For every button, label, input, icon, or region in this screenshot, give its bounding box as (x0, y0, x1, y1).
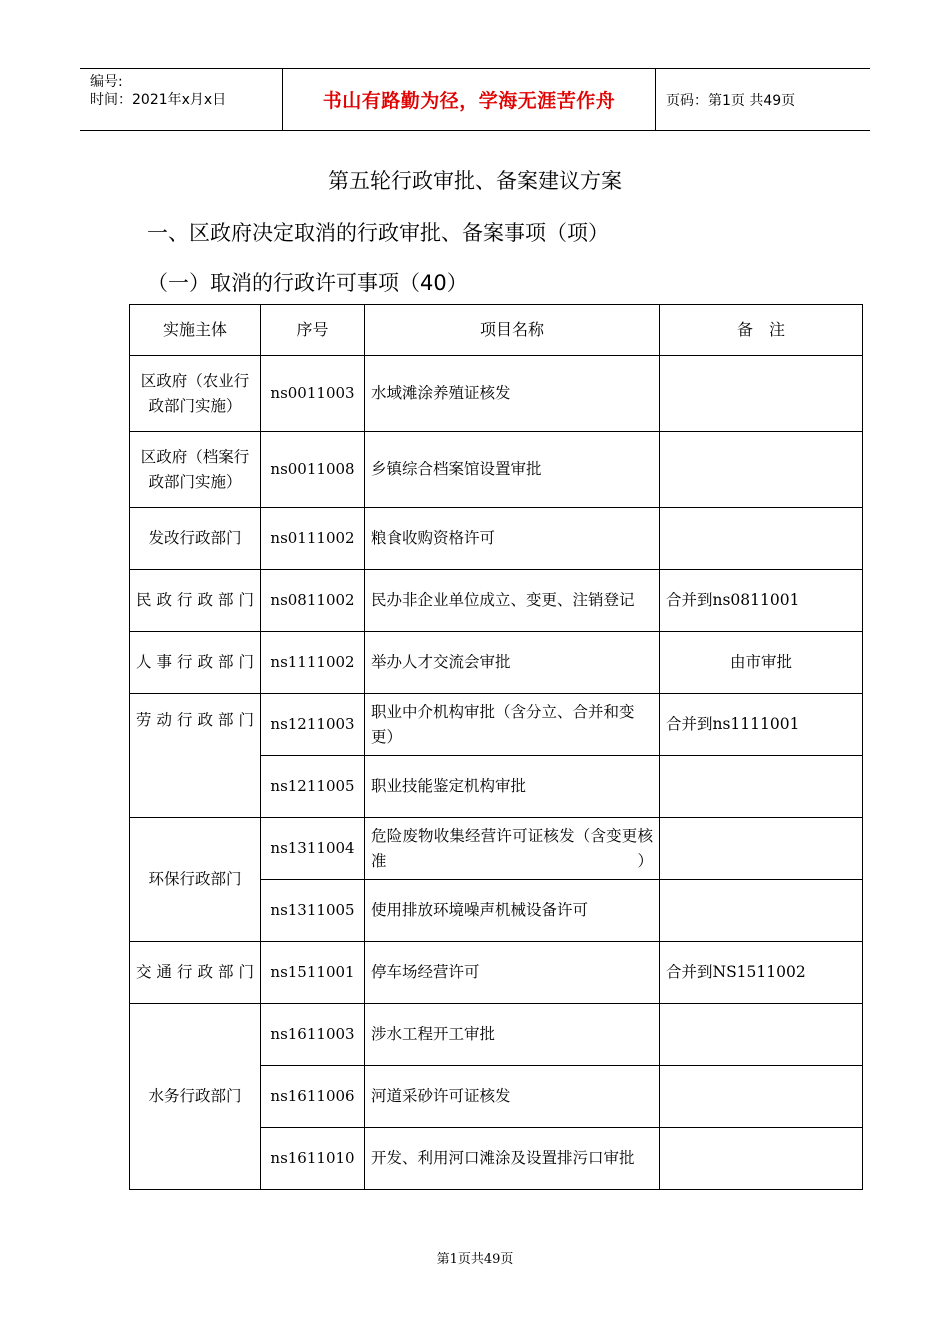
cell-name: 停车场经营许可 (365, 942, 660, 1004)
cell-number: ns1311005 (261, 880, 365, 942)
cell-subject: 环保行政部门 (130, 818, 261, 942)
cell-notes (660, 880, 863, 942)
column-header-subject: 实施主体 (130, 305, 261, 356)
header-page-info: 页码：第1页 共49页 (666, 93, 796, 109)
table-row (130, 818, 863, 880)
cell-name: 涉水工程开工审批 (365, 1004, 660, 1066)
table-row (130, 508, 863, 570)
document-title: 第五轮行政审批、备案建议方案 (328, 169, 622, 193)
header-bianhao: 编号: (90, 74, 123, 90)
cell-notes: 由市审批 (660, 632, 863, 694)
cell-subject: 区政府（档案行政部门实施） (130, 432, 261, 508)
cell-number: ns1511001 (261, 942, 365, 1004)
column-header-notes: 备 注 (660, 305, 863, 356)
table-row (130, 694, 863, 756)
cell-notes (660, 1128, 863, 1190)
cell-name: 开发、利用河口滩涂及设置排污口审批 (365, 1128, 660, 1190)
cell-subject: 发改行政部门 (130, 508, 261, 570)
cell-number: ns1111002 (261, 632, 365, 694)
cell-number: ns0011003 (261, 356, 365, 432)
cell-number: ns1611010 (261, 1128, 365, 1190)
cell-number: ns1311004 (261, 818, 365, 880)
cell-name: 民办非企业单位成立、变更、注销登记 (365, 570, 660, 632)
table-row (130, 1004, 863, 1066)
cell-notes: 合并到ns0811001 (660, 570, 863, 632)
cell-subject: 交通行政部门 (130, 942, 261, 1004)
cell-name: 职业中介机构审批（含分立、合并和变更） (365, 694, 660, 756)
cell-subject: 人事行政部门 (130, 632, 261, 694)
header-date: 时间：2021年x月x日 (90, 92, 227, 108)
cell-notes (660, 756, 863, 818)
cell-notes (660, 508, 863, 570)
column-header-name: 项目名称 (365, 305, 660, 356)
cell-name: 河道采砂许可证核发 (365, 1066, 660, 1128)
table-row (130, 632, 863, 694)
cell-number: ns0811002 (261, 570, 365, 632)
cell-number: ns0011008 (261, 432, 365, 508)
page-footer: 第1页共49页 (436, 1252, 514, 1267)
cell-subject: 水务行政部门 (130, 1004, 261, 1190)
table-row (130, 942, 863, 1004)
table-header-row (130, 305, 863, 356)
header-motto: 书山有路勤为径，学海无涯苦作舟 (322, 90, 616, 112)
document-header (80, 68, 870, 131)
cell-notes: 合并到NS1511002 (660, 942, 863, 1004)
table-row (130, 432, 863, 508)
cell-notes (660, 1004, 863, 1066)
cell-subject: 区政府（农业行政部门实施） (130, 356, 261, 432)
table-row (130, 570, 863, 632)
cell-name: 职业技能鉴定机构审批 (365, 756, 660, 818)
cell-name: 乡镇综合档案馆设置审批 (365, 432, 660, 508)
cell-number: ns1211003 (261, 694, 365, 756)
cell-name: 水域滩涂养殖证核发 (365, 356, 660, 432)
header-divider (655, 69, 656, 130)
cell-name: 粮食收购资格许可 (365, 508, 660, 570)
cell-notes (660, 356, 863, 432)
cell-number: ns0111002 (261, 508, 365, 570)
cell-subject: 民政行政部门 (130, 570, 261, 632)
cell-name: 危险废物收集经营许可证核发（含变更核准） (365, 818, 660, 880)
cell-notes (660, 818, 863, 880)
cell-notes (660, 1066, 863, 1128)
cell-number: ns1611006 (261, 1066, 365, 1128)
cell-name: 举办人才交流会审批 (365, 632, 660, 694)
items-table (129, 304, 863, 1190)
cell-subject: 劳动行政部门 (130, 694, 261, 818)
section-heading: 一、区政府决定取消的行政审批、备案事项（项） (147, 221, 609, 245)
cell-notes (660, 432, 863, 508)
subsection-heading: （一）取消的行政许可事项（40） (147, 271, 468, 295)
cell-number: ns1211005 (261, 756, 365, 818)
table-row (130, 356, 863, 432)
cell-notes: 合并到ns1111001 (660, 694, 863, 756)
cell-name: 使用排放环境噪声机械设备许可 (365, 880, 660, 942)
cell-number: ns1611003 (261, 1004, 365, 1066)
column-header-number: 序号 (261, 305, 365, 356)
